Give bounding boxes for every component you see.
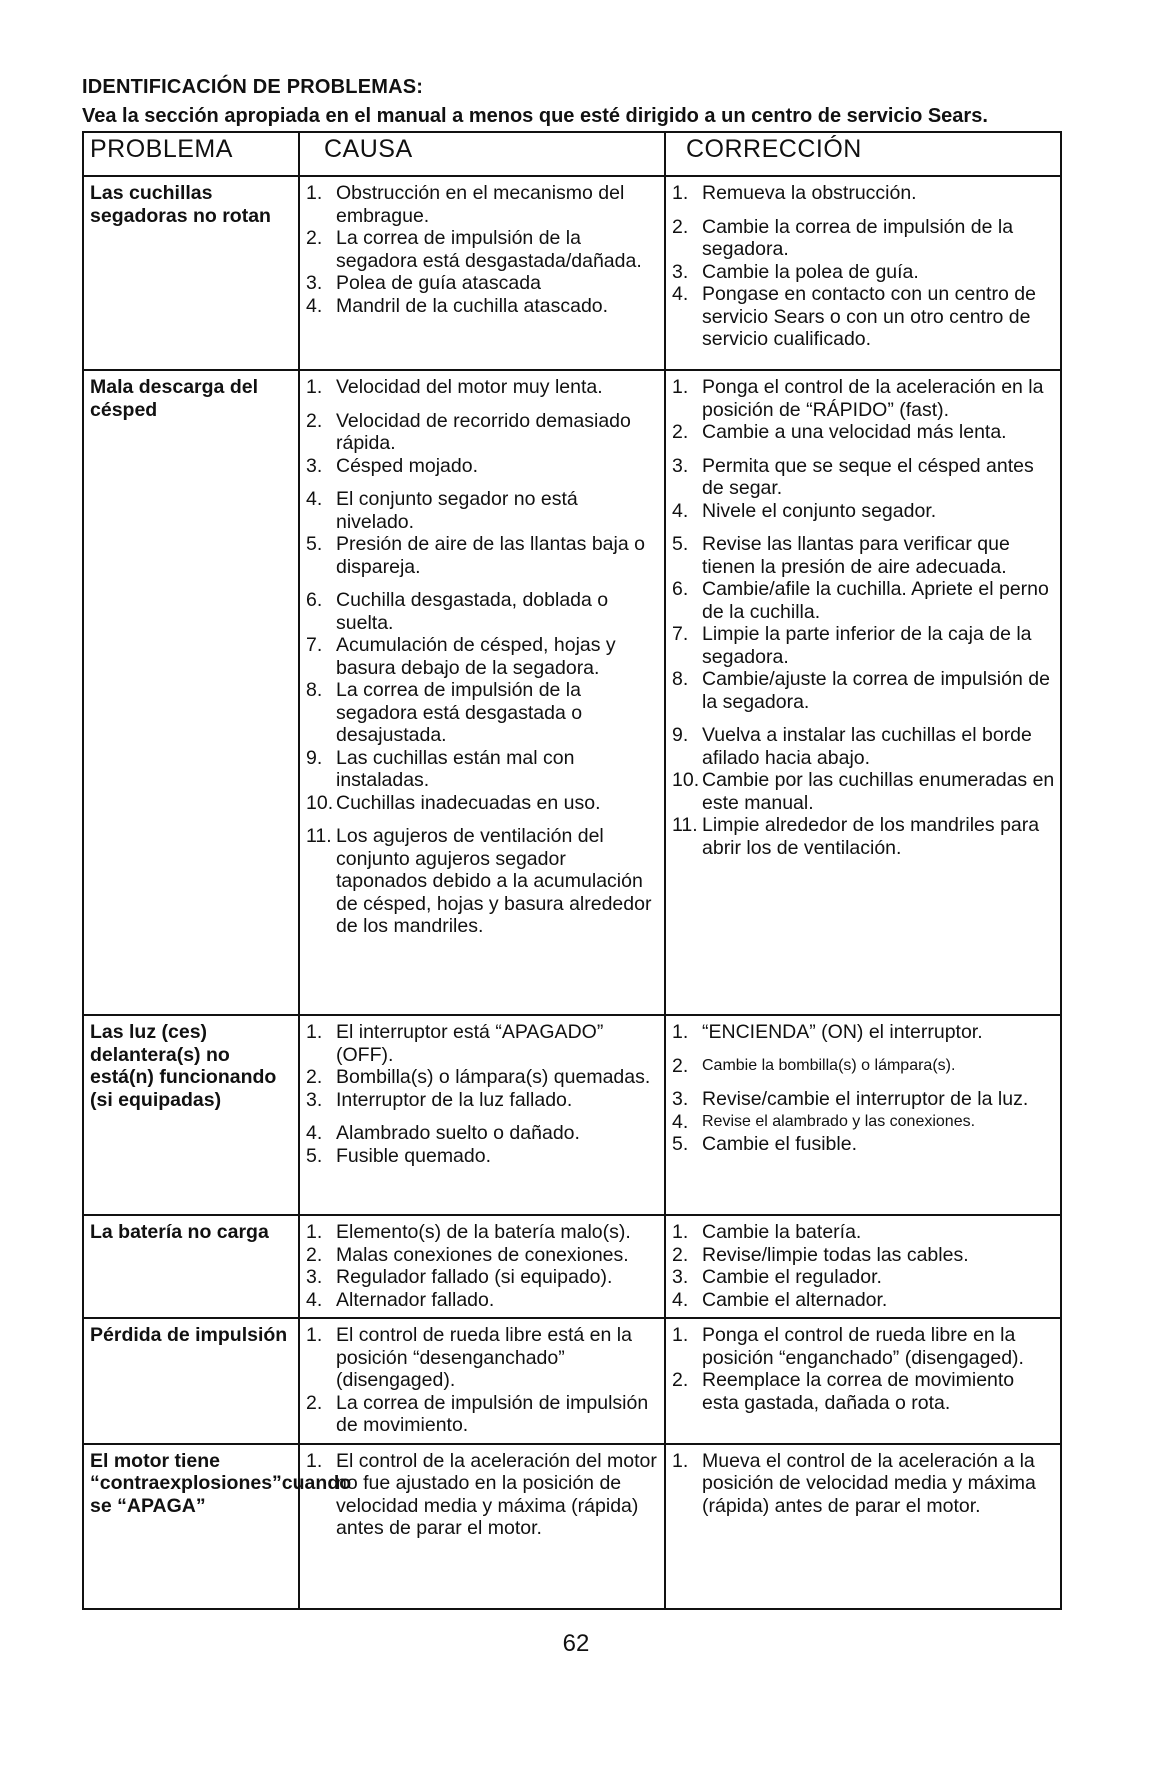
list-item: 2. La correa de impulsión de la segadora está desgastada/dañada. [306,227,642,272]
list-item: 10. Cambie por las cuchillas enumeradas en este manual. [672,769,1055,814]
correction-cell [665,1015,1061,1215]
list-item: 3. Cambie la polea de guía. [672,260,919,283]
cause-cell [299,1318,665,1444]
list-item: 4. El conjunto segador no está nivelado. [306,488,578,533]
list-item: 7. Acumulación de césped, hojas y basura debajo de la segadora. [306,634,616,679]
list-item: 1. El interruptor está “APAGADO” (OFF). [306,1021,604,1066]
correction-cell [665,1318,1061,1444]
list-item: 2. Bombilla(s) o lámpara(s) quemadas. [306,1066,651,1088]
list-item: 2. Reemplace la correa de movimiento esta gastada, dañada o rota. [672,1369,1015,1414]
cause-cell [299,370,665,1015]
table-row [83,1215,1061,1318]
list-item: 1. Velocidad del motor muy lenta. [306,376,603,398]
correction-cell [665,1444,1061,1609]
header-cause: CAUSA [299,132,665,176]
page-number: 62 [562,1630,590,1657]
list-item: 1. El control de la aceleración del motor no fue ajustado en la posición de velocidad media y máxima (rápida) antes de parar el motor. [306,1449,657,1539]
table-row [83,1015,1061,1215]
list-item: 11. Limpie alrededor de los mandriles para abrir los de ventilación. [672,814,1040,859]
list-item: 2. Revise/limpie todas las cables. [672,1243,969,1266]
list-item: 6. Cuchilla desgastada, doblada o suelta. [306,589,609,634]
list-item: 5. Revise las llantas para verificar que tienen la presión de aire adecuada. [672,533,1010,578]
table-header-row [83,132,1061,176]
list-item: 6. Cambie/afile la cuchilla. Apriete el perno de la cuchilla. [672,578,1049,623]
list-item: 2. Malas conexiones de conexiones. [306,1243,629,1266]
correction-cell [665,176,1061,370]
list-item: 1. Cambie la batería. [672,1221,862,1243]
list-item: 1. Obstrucción en el mecanismo del embrague. [306,182,625,227]
header-correction: CORRECCIÓN [665,132,1061,176]
section-subheading: Vea la sección apropiada en el manual a menos que esté dirigido a un centro de servicio Sears. [82,105,988,127]
list-item: 3. Interruptor de la luz fallado. [306,1088,573,1111]
correction-cell [665,1215,1061,1318]
list-item: 10. Cuchillas inadecuadas en uso. [306,791,601,814]
list-item: 9. Las cuchillas están mal con instaladas. [306,746,575,791]
problem-cell: El motor tiene “contraexplosiones”cuando se “APAGA” [83,1444,299,1609]
cause-cell [299,1015,665,1215]
problem-cell: Las cuchillas segadoras no rotan [83,176,299,370]
list-item: 1. Ponga el control de rueda libre en la posición “enganchado” (disengaged). [672,1324,1024,1369]
list-item: 8. La correa de impulsión de la segadora está desgastada o desajustada. [306,679,583,746]
list-item: 3. Permita que se seque el césped antes de segar. [672,454,1034,499]
troubleshooting-table [82,131,1062,1610]
list-item: 7. Limpie la parte inferior de la caja de la segadora. [672,623,1032,668]
problem-cell: Las luz (ces) delantera(s) no está(n) funcionando (si equipadas) [83,1015,299,1215]
list-item: 5. Presión de aire de las llantas baja o dispareja. [306,533,645,578]
table-row [83,1318,1061,1444]
list-item: 4. Alambrado suelto o dañado. [306,1122,580,1144]
problem-cell: Mala descarga del césped [83,370,299,1015]
list-item: 11. Los agujeros de ventilación del conjunto agujeros segador taponados debido a la acumulación de césped, hojas y basura alrededor de los mandriles. [306,825,652,937]
list-item: 8. Cambie/ajuste la correa de impulsión de la segadora. [672,668,1050,713]
cause-cell [299,1444,665,1609]
problem-cell: Pérdida de impulsión [83,1318,299,1444]
table-row [83,370,1061,1015]
table-row [83,176,1061,370]
list-item: 3. Polea de guía atascada [306,272,541,294]
list-item: 4. Mandril de la cuchilla atascado. [306,294,609,317]
list-item: 3. Césped mojado. [306,454,479,477]
list-item: 1. El control de rueda libre está en la posición “desenganchado” (disengaged). [306,1324,632,1391]
list-item: 4. Revise el alambrado y las conexiones. [672,1110,976,1133]
list-item: 5. Fusible quemado. [306,1144,492,1167]
list-item: 1. Elemento(s) de la batería malo(s). [306,1221,631,1243]
cause-cell [299,176,665,370]
list-item: 3. Regulador fallado (si equipado). [306,1266,613,1288]
list-item: 4. Nivele el conjunto segador. [672,499,937,522]
list-item: 9. Vuelva a instalar las cuchillas el borde afilado hacia abajo. [672,724,1032,769]
list-item: 2. Velocidad de recorrido demasiado rápida. [306,409,631,454]
section-heading: IDENTIFICACIÓN DE PROBLEMAS: [82,76,424,98]
list-item: 1. Remueva la obstrucción. [672,182,917,204]
list-item: 2. Cambie a una velocidad más lenta. [672,421,1007,443]
problem-cell: La batería no carga [83,1215,299,1318]
table-row [83,1444,1061,1609]
cause-cell [299,1215,665,1318]
troubleshooting-page [82,76,1060,1610]
header-problem: PROBLEMA [83,132,299,176]
list-item: 1. Ponga el control de la aceleración en la posición de “RÁPIDO” (fast). [672,376,1044,421]
list-item: 2. Cambie la bombilla(s) o lámpara(s). [672,1054,956,1077]
list-item: 3. Revise/cambie el interruptor de la luz. [672,1088,1029,1110]
list-item: 4. Pongase en contacto con un centro de servicio Sears o con un otro centro de servicio cualificado. [672,283,1036,350]
list-item: 2. Cambie la correa de impulsión de la segadora. [672,215,1014,260]
list-item: 4. Cambie el alternador. [672,1288,888,1311]
list-item: 4. Alternador fallado. [306,1288,495,1311]
list-item: 1. “ENCIENDA” (ON) el interruptor. [672,1021,983,1043]
list-item: 3. Cambie el regulador. [672,1266,882,1288]
list-item: 1. Mueva el control de la aceleración a la posición de velocidad media y máxima (rápida) antes de parar el motor. [672,1449,1036,1517]
correction-cell [665,370,1061,1015]
list-item: 5. Cambie el fusible. [672,1133,857,1155]
list-item: 2. La correa de impulsión de impulsión de movimiento. [306,1391,649,1436]
